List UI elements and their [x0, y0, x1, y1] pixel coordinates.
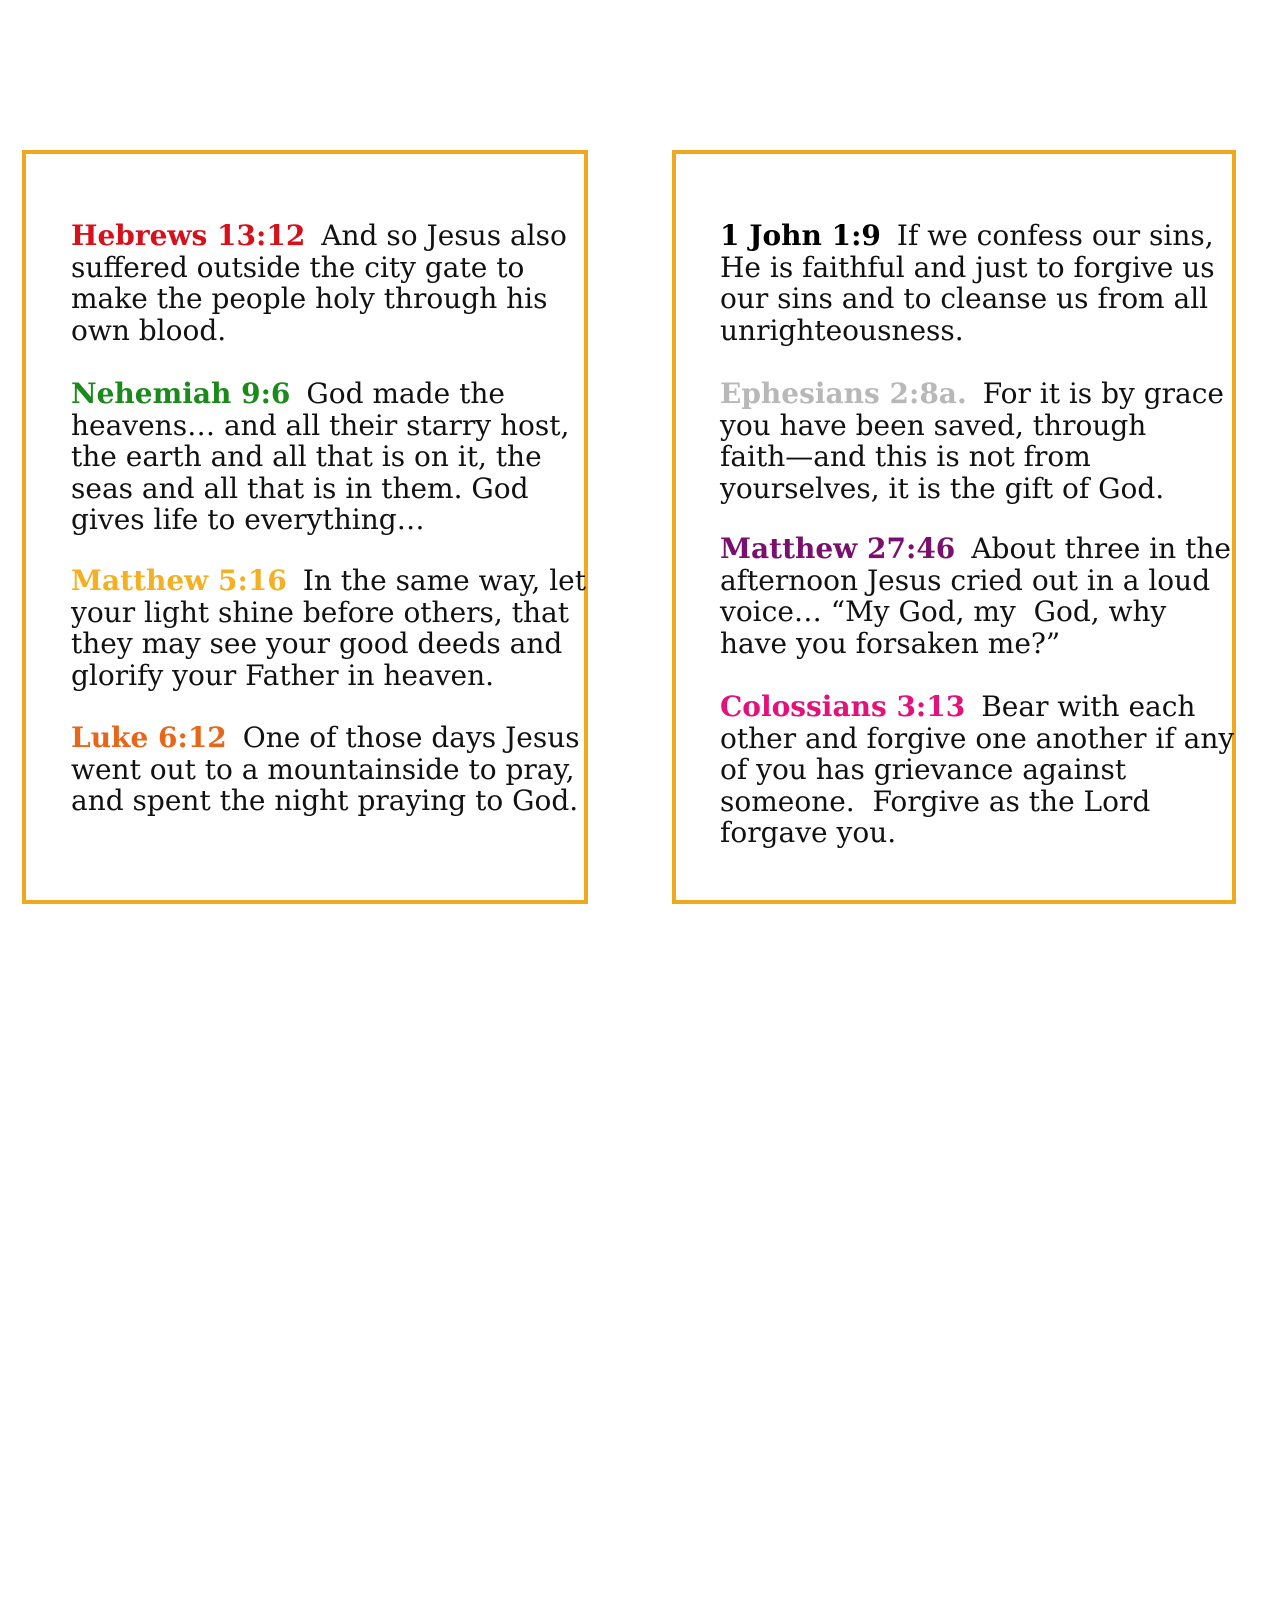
verse-text-line: Bear with each — [981, 690, 1196, 723]
verse-text-line: forgave you. — [720, 816, 897, 849]
verse-text-line: our sins and to cleanse us from all — [720, 282, 1209, 315]
verse-text-line: glorify your Father in heaven. — [71, 658, 495, 692]
verse-1-john-1-9 — [720, 220, 1215, 346]
verse-text-line: He is faithful and just to forgive us — [720, 250, 1215, 284]
verse-reference: 1 John 1:9 — [720, 219, 881, 252]
verse-reference: Colossians 3:13 — [720, 690, 966, 723]
verse-text-line: yourselves, it is the gift of God. — [720, 471, 1165, 505]
verse-text-line: In the same way, let — [302, 564, 586, 597]
verse-luke-6-12 — [71, 722, 580, 817]
verse-text-line: went out to a mountainside to pray, — [71, 752, 575, 786]
verse-reference: Ephesians 2:8a. — [720, 377, 967, 410]
verse-text-line: For it is by grace — [982, 377, 1224, 410]
verse-text-line: voice… “My God, my God, why — [720, 595, 1167, 628]
verse-text-line: other and forgive one another if any — [720, 721, 1235, 755]
verse-text-line: suffered outside the city gate to — [71, 250, 525, 284]
verse-text-line: the earth and all that is on it, the — [71, 440, 542, 473]
verse-text-line: you have been saved, through — [720, 408, 1147, 442]
verse-text-line: your light shine before others, that — [71, 595, 569, 629]
verse-nehemiah-9-6 — [71, 378, 569, 536]
verse-text-line: seas and all that is in them. God — [71, 471, 529, 505]
verse-text-line: faith—and this is not from — [720, 440, 1091, 473]
verse-text-line: they may see your good deeds and — [71, 627, 563, 660]
verse-text-line: About three in the — [971, 532, 1231, 565]
verse-reference: Matthew 5:16 — [71, 564, 287, 597]
verse-text-line: and spent the night praying to God. — [71, 784, 579, 817]
verse-hebrews-13-12 — [71, 220, 567, 346]
verse-text-line: One of those days Jesus — [242, 721, 580, 754]
verse-text-line: And so Jesus also — [321, 219, 567, 252]
verse-text-line: gives life to everything… — [71, 503, 425, 536]
verse-text-line: heavens… and all their starry host, — [71, 408, 570, 442]
verse-card-left — [22, 150, 588, 904]
verse-text-line: unrighteousness. — [720, 313, 964, 347]
verse-text-line: afternoon Jesus cried out in a loud — [720, 563, 1211, 597]
verse-text-line: make the people holy through his — [71, 282, 548, 315]
verse-text-line: own blood. — [71, 313, 227, 347]
verse-text-line: of you has grievance against — [720, 753, 1127, 786]
verse-ephesians-2-8a — [720, 378, 1224, 504]
verse-reference: Hebrews 13:12 — [71, 219, 306, 252]
verse-text-line: someone. Forgive as the Lord — [720, 784, 1151, 818]
verse-matthew-5-16 — [71, 565, 586, 691]
verse-text-line: God made the — [306, 377, 505, 410]
verse-text-line: have you forsaken me?” — [720, 626, 1061, 660]
verse-reference: Luke 6:12 — [71, 721, 227, 754]
verse-card-right — [672, 150, 1236, 904]
verse-matthew-27-46 — [720, 533, 1231, 659]
verse-colossians-3-13 — [720, 691, 1234, 849]
verse-text-line: If we confess our sins, — [896, 219, 1214, 252]
verse-reference: Matthew 27:46 — [720, 532, 956, 565]
verse-reference: Nehemiah 9:6 — [71, 377, 291, 410]
